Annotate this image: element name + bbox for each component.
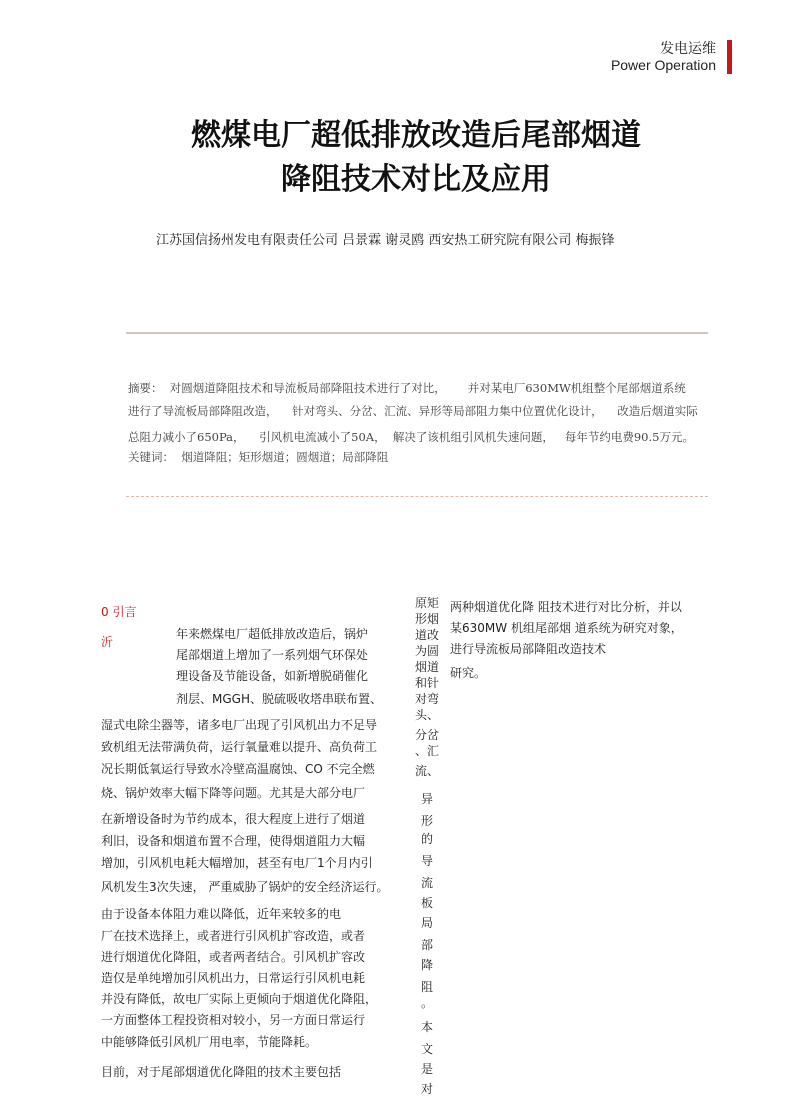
section-heading-tail: 沂: [101, 635, 114, 649]
body-mid-char: 烟道: [414, 660, 439, 674]
body-mid-char: 部: [420, 938, 433, 952]
article-title-line-2: 降阻技术对比及应用: [281, 162, 551, 197]
body-mid-char: 文: [420, 1042, 433, 1056]
body-mid-char: 板: [420, 896, 433, 910]
abstract-line: 摘要： 对圆烟道降阻技术和导流板局部降阻技术进行了对比， 并对某电厂630MW机组整个尾部烟道系统: [128, 381, 686, 395]
body-left-line: 目前，对于尾部烟道优化降阻的技术主要包括: [101, 1065, 342, 1079]
body-left-line: 年来燃煤电厂超低排放改造后，锅炉: [176, 627, 369, 641]
body-left-line: 致机组无法带满负荷，运行氧量难以提升、高负荷工: [101, 740, 378, 754]
body-mid-char: 形: [420, 814, 433, 828]
body-mid-char: 原矩: [414, 596, 439, 610]
body-mid-char: 本: [420, 1020, 433, 1034]
body-mid-char: 道改: [414, 628, 439, 642]
body-mid-char: 流: [420, 876, 433, 890]
body-mid-char: 阻: [420, 980, 433, 994]
body-left-line: 并没有降低，故电厂实际上更倾向于烟道优化降阻，: [101, 992, 378, 1006]
section-heading: 0 引言: [101, 605, 137, 619]
keywords-line: 关键词： 烟道降阻；矩形烟道；圆烟道；局部降阻: [128, 450, 389, 464]
body-left-line: 风机发生3次失速， 严重威胁了锅炉的安全经济运行。: [101, 880, 389, 894]
body-mid-char: 头、: [414, 708, 439, 722]
body-right-line: 某630MW 机组尾部烟 道系统为研究对象，: [450, 621, 683, 635]
body-mid-char: 局: [420, 916, 433, 930]
body-left-line: 剂层、MGGH、脱硫吸收塔串联布置、: [176, 692, 382, 706]
journal-section-en: Power Operation: [610, 57, 716, 73]
body-left-line: 中能够降低引风机厂用电率，节能降耗。: [101, 1035, 318, 1049]
body-mid-char: 的: [420, 832, 433, 846]
body-left-line: 进行烟道优化降阻，或者两者结合。引风机扩容改: [101, 950, 366, 964]
body-left-line: 增加，引风机电耗大幅增加，甚至有电厂1个月内引: [101, 856, 373, 870]
body-left-line: 尾部烟道上增加了一系列烟气环保处: [176, 648, 369, 662]
body-mid-char: 为圆: [414, 644, 439, 658]
body-left-line: 利旧，设备和烟道布置不合理，使得烟道阻力大幅: [101, 834, 366, 848]
body-mid-char: 和针: [414, 676, 439, 690]
body-mid-char: 分岔: [414, 728, 439, 742]
body-mid-char: 、汇: [414, 744, 439, 758]
body-mid-char: 对: [420, 1082, 433, 1096]
article-title-line-1: 燃煤电厂超低排放改造后尾部烟道: [191, 118, 641, 153]
body-left-line: 造仅是单纯增加引风机出力，日常运行引风机电耗: [101, 971, 366, 985]
header-accent-bar: [727, 40, 732, 74]
body-mid-char: 异: [420, 792, 433, 806]
author-affiliations: 江苏国信扬州发电有限责任公司 吕景霖 谢灵鸥 西安热工研究院有限公司 梅振锋: [156, 233, 615, 248]
abstract-line: 总阻力减小了650Pa， 引风机电流减小了50A， 解决了该机组引风机失速问题， 每年节约电费90.5万元。: [128, 430, 694, 444]
body-mid-char: 导: [420, 854, 433, 868]
body-left-line: 在新增设备时为节约成本，很大程度上进行了烟道: [101, 812, 366, 826]
abstract-top-rule: [126, 332, 708, 334]
abstract-bottom-rule: [126, 496, 708, 497]
body-right-line: 两种烟道优化降 阻技术进行对比分析，并以: [450, 600, 682, 614]
body-mid-char: 。: [420, 996, 433, 1010]
body-left-line: 理设备及节能设备，如新增脱硝催化: [176, 669, 369, 683]
body-mid-char: 形烟: [414, 612, 439, 626]
abstract-line: 进行了导流板局部降阻改造， 针对弯头、分岔、汇流、异形等局部阻力集中位置优化设计， 改造后烟道实际: [128, 404, 698, 418]
body-left-line: 由于设备本体阻力难以降低，近年来较多的电: [101, 907, 342, 921]
body-right-line: 研究。: [450, 666, 487, 680]
body-left-line: 烧、锅炉效率大幅下降等问题。尤其是大部分电厂: [101, 786, 366, 800]
body-mid-char: 降: [420, 958, 433, 972]
body-left-line: 厂在技术选择上，或者进行引风机扩容改造，或者: [101, 929, 366, 943]
body-left-line: 湿式电除尘器等，诸多电厂出现了引风机出力不足导: [101, 718, 378, 732]
journal-section-cn: 发电运维: [660, 41, 716, 57]
body-left-line: 一方面整体工程投资相对较小，另一方面日常运行: [101, 1013, 366, 1027]
body-mid-char: 流、: [414, 764, 439, 778]
body-left-line: 况长期低氧运行导致水冷壁高温腐蚀、CO 不完全燃: [101, 762, 375, 776]
body-mid-char: 是: [420, 1062, 433, 1076]
body-right-line: 进行导流板局部降阻改造技术: [450, 642, 607, 656]
body-mid-char: 对弯: [414, 692, 439, 706]
